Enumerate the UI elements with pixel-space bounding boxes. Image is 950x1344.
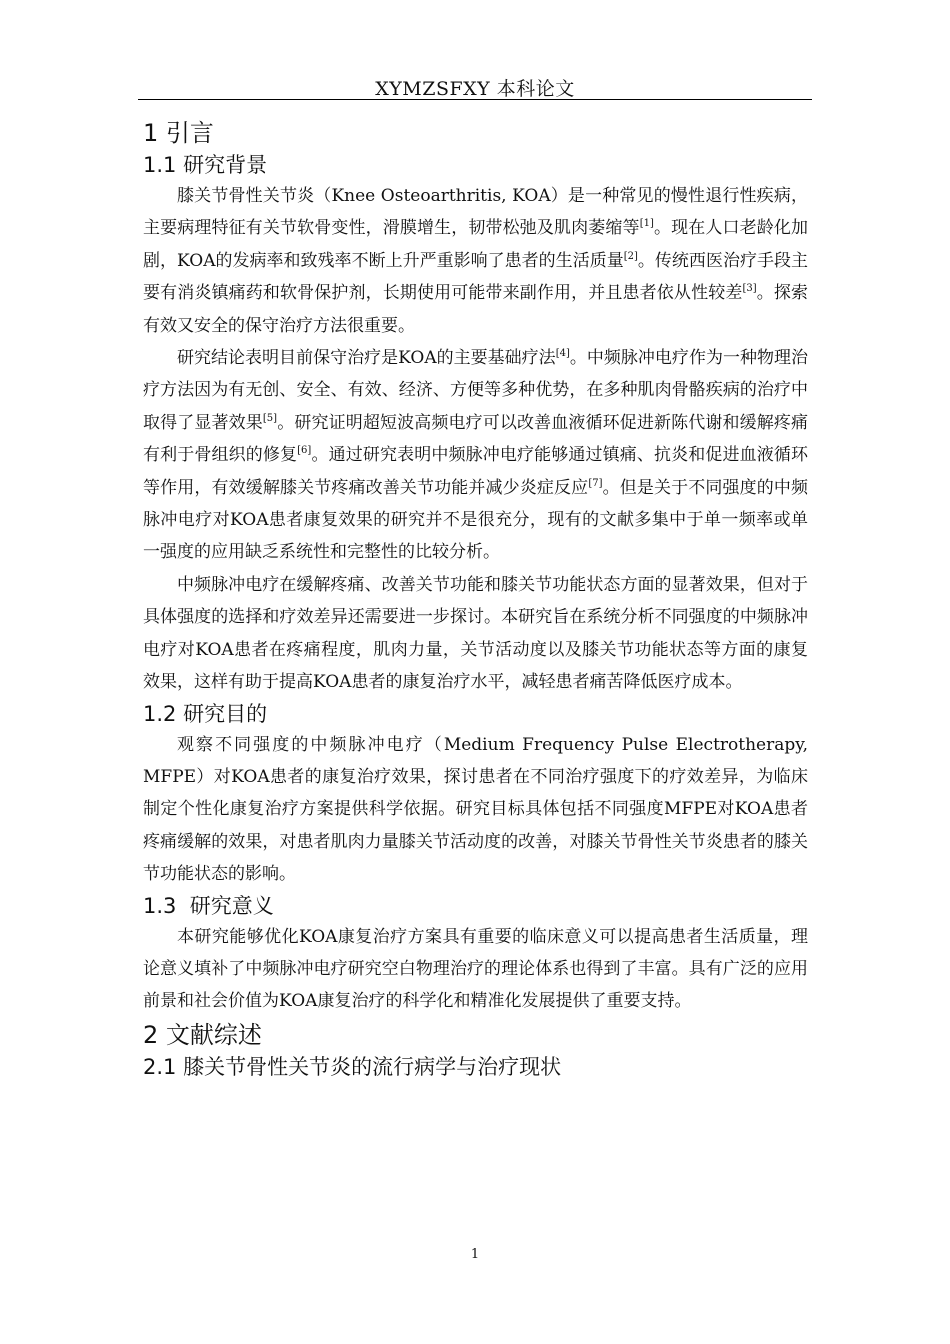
citation-ref-7: [7] <box>588 477 603 489</box>
citation-ref-6: [6] <box>297 445 312 457</box>
text-run: 。通过研究表明中频脉冲电疗能够通过镇痛、抗炎和促进血液循环等作用，有效缓解膝关节疼痛改善关节功能并减少炎症反应 <box>143 445 809 498</box>
paragraph-background-2 <box>143 342 808 569</box>
section-heading-2-1: 2.1 膝关节骨性关节炎的流行病学与治疗现状 <box>143 1054 562 1079</box>
body-content <box>143 116 808 1082</box>
paragraph-significance: 本研究能够优化KOA康复治疗方案具有重要的临床意义可以提高患者生活质量，理论意义填补了中频脉冲电疗研究空白物理治疗的理论体系也得到了丰富。具有广泛的应用前景和社会价值为KOA康复治疗的科学化和精准化发展提供了重要支持。 <box>143 926 808 1012</box>
paragraph-purpose: 观察不同强度的中频脉冲电疗（Medium Frequency Pulse Electrotherapy, MFPE）对KOA患者的康复治疗效果，探讨患者在不同治疗强度下的疗效差异，为临床制定个性化康复治疗方案提供科学依据。研究目标具体包括不同强度MFPE对KOA患者疼痛缓解的效果，对患者肌肉力量膝关节活动度的改善，对膝关节骨性关节炎患者的膝关节功能状态的影响。 <box>143 734 808 885</box>
paragraph-background-1 <box>143 180 808 342</box>
text-run: 。传统西医治疗手段主要有消炎镇痛药和软骨保护剂，长期使用可能带来副作用，并且患者依从性较差 <box>143 250 808 304</box>
text-run: 研究结论表明目前保守治疗是KOA的主要基础疗法 <box>177 348 556 369</box>
citation-ref-2: [2] <box>623 250 638 262</box>
text-run: 。但是关于不同强度的中频脉冲电疗对KOA患者康复效果的研究并不是很充分，现有的文献多集中于单一频率或单一强度的应用缺乏系统性和完整性的比较分析。 <box>143 477 809 563</box>
paragraph-background-3: 中频脉冲电疗在缓解疼痛、改善关节功能和膝关节功能状态方面的显著效果，但对于具体强度的选择和疗效差异还需要进一步探讨。本研究旨在系统分析不同强度的中频脉冲电疗对KOA患者在疼痛程度，肌肉力量，关节活动度以及膝关节功能状态等方面的康复效果，这样有助于提高KOA患者的康复治疗水平，减轻患者痛苦降低医疗成本。 <box>143 574 808 693</box>
section-heading-1-1: 1.1 研究背景 <box>143 153 268 177</box>
citation-ref-5: [5] <box>262 412 278 424</box>
section-heading-1-3: 1.3 研究意义 <box>143 893 274 918</box>
citation-ref-4: [4] <box>555 348 570 360</box>
text-run: 。研究证明超短波高频电疗可以改善血液循环促进新陈代谢和缓解疼痛有利于骨组织的修复 <box>143 412 808 466</box>
section-heading-2: 2 文献综述 <box>143 1020 262 1049</box>
text-run: 。现在人口老龄化加剧，KOA的发病率和致残率不断上升严重影响了患者的生活质量 <box>143 218 809 271</box>
text-run: 。探索有效又安全的保守治疗方法很重要。 <box>143 283 809 336</box>
text-run: 膝关节骨性关节炎（Knee Osteoarthritis, KOA）是一种常见的慢性退行性疾病，主要病理特征有关节软骨变性，滑膜增生，韧带松弛及肌肉萎缩等 <box>143 186 808 239</box>
section-heading-1: 1 引言 <box>143 119 214 147</box>
running-header: XYMZSFXY 本科论文 <box>375 78 575 100</box>
page-number: 1 <box>470 1247 480 1262</box>
citation-ref-3: [3] <box>742 283 757 295</box>
section-heading-1-2: 1.2 研究目的 <box>143 701 268 726</box>
text-run: 。中频脉冲电疗作为一种物理治疗方法因为有无创、安全、有效、经济、方便等多种优势，在多种肌肉骨骼疾病的治疗中取得了显著效果 <box>143 348 809 433</box>
citation-ref-1: [1] <box>639 218 654 230</box>
header-rule <box>138 99 812 100</box>
